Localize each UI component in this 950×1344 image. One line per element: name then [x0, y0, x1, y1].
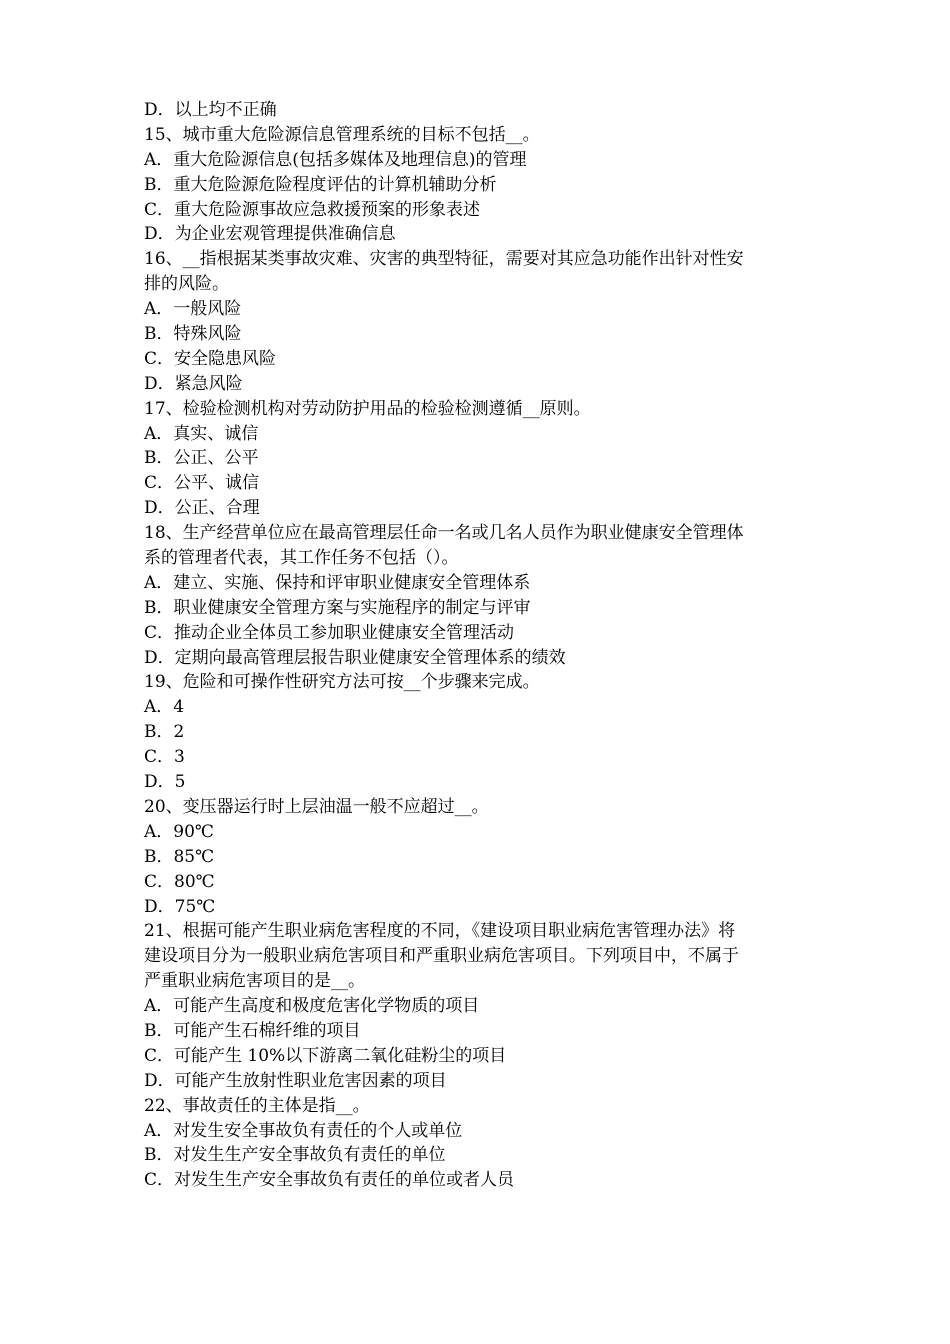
text-line: A．真实、诚信: [144, 423, 259, 444]
text-line: B．重大危险源危险程度评估的计算机辅助分析: [144, 174, 497, 195]
document-page: [144, 98, 816, 1193]
text-line: A．重大危险源信息(包括多媒体及地理信息)的管理: [144, 149, 527, 170]
text-line: 16、__指根据某类事故灾难、灾害的典型特征，需要对其应急功能作出针对性安: [144, 249, 744, 270]
text-line: D．为企业宏观管理提供准确信息: [144, 224, 396, 245]
text-line: B．职业健康安全管理方案与实施程序的制定与评审: [144, 597, 531, 618]
text-line: A．建立、实施、保持和评审职业健康安全管理体系: [144, 572, 531, 593]
text-line: D．公正、合理: [144, 498, 260, 519]
text-line: C．公平、诚信: [144, 473, 260, 494]
text-line: D．可能产生放射性职业危害因素的项目: [144, 1070, 447, 1091]
text-line: 排的风险。: [144, 274, 229, 295]
text-line: 15、城市重大危险源信息管理系统的目标不包括__。: [144, 124, 540, 145]
text-line: A．一般风险: [144, 299, 242, 320]
text-line: 17、检验检测机构对劳动防护用品的检验检测遵循__原则。: [144, 398, 591, 419]
text-line: 系的管理者代表，其工作任务不包括（）。: [144, 548, 459, 569]
text-line: 19、危险和可操作性研究方法可按__个步骤来完成。: [144, 672, 540, 693]
text-line: D．75℃: [144, 896, 216, 917]
text-line: D．紧急风险: [144, 373, 243, 394]
text-line: C．3: [144, 747, 185, 768]
text-line: D．以上均不正确: [144, 100, 277, 120]
text-line: D．定期向最高管理层报告职业健康安全管理体系的绩效: [144, 647, 566, 668]
text-line: B．特殊风险: [144, 324, 242, 345]
text-line: A．可能产生高度和极度危害化学物质的项目: [144, 996, 480, 1017]
text-line: 22、事故责任的主体是指__。: [144, 1095, 370, 1116]
text-line: 18、生产经营单位应在最高管理层任命一名或几名人员作为职业健康安全管理体: [144, 523, 744, 544]
text-line: C．安全隐患风险: [144, 348, 277, 369]
text-line: D．5: [144, 772, 186, 793]
text-line: A．对发生安全事故负有责任的个人或单位: [144, 1120, 463, 1141]
text-line: A．4: [144, 697, 185, 718]
text-line: C．重大危险源事故应急救援预案的形象表述: [144, 199, 481, 220]
text-line: C．可能产生 10%以下游离二氧化硅粉尘的项目: [144, 1045, 507, 1066]
text-line: C．80℃: [144, 871, 215, 892]
text-line: 20、变压器运行时上层油温一般不应超过__。: [144, 796, 489, 817]
text-line: B．2: [144, 722, 185, 743]
text-line: B．公正、公平: [144, 448, 259, 469]
text-line: C．对发生生产安全事故负有责任的单位或者人员: [144, 1170, 515, 1191]
text-line: 21、根据可能产生职业病危害程度的不同，《建设项目职业病危害管理办法》将: [144, 921, 736, 942]
text-line: 建设项目分为一般职业病危害项目和严重职业病危害项目。下列项目中，不属于: [144, 946, 739, 967]
text-line: 严重职业病危害项目的是__。: [144, 971, 365, 992]
text-line: B．85℃: [144, 846, 215, 867]
text-line: A．90℃: [144, 821, 214, 842]
text-line: B．对发生生产安全事故负有责任的单位: [144, 1145, 446, 1166]
text-line: B．可能产生石棉纤维的项目: [144, 1020, 361, 1041]
text-line: C．推动企业全体员工参加职业健康安全管理活动: [144, 622, 515, 643]
